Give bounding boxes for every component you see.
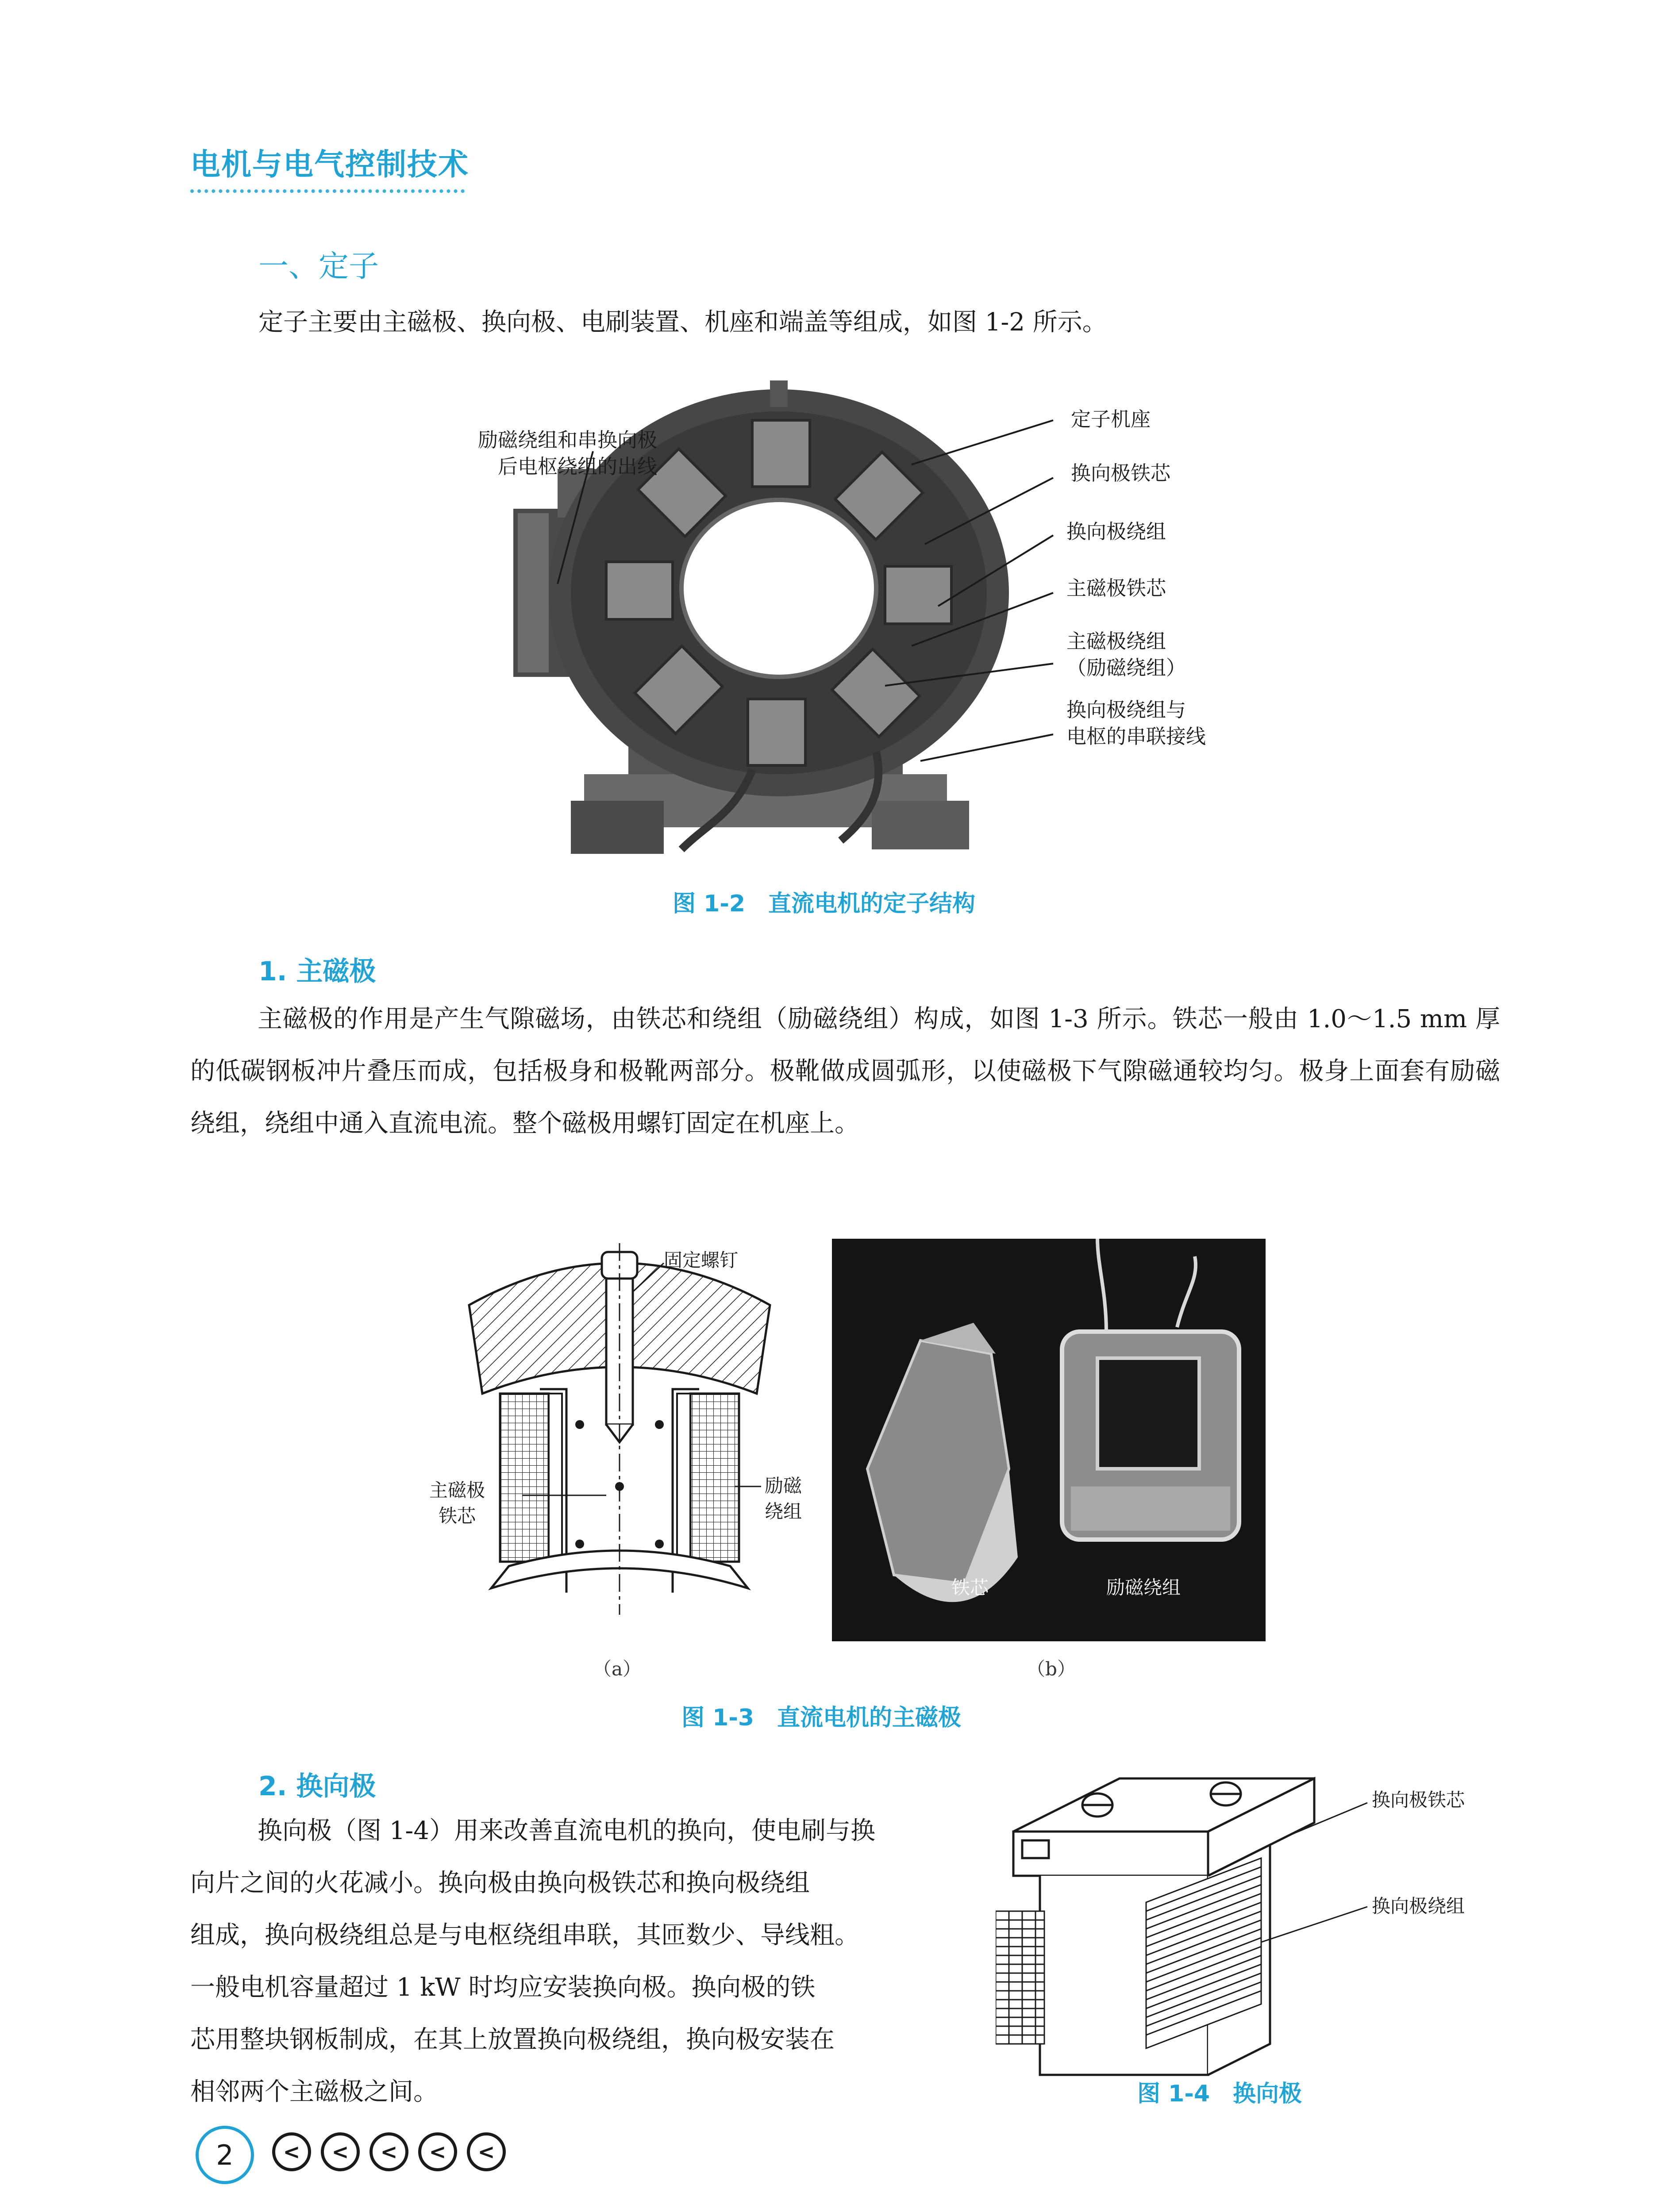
nav-arrow-icon: < (272, 2132, 311, 2171)
page-nav-arrows (272, 2132, 506, 2171)
main-pole-cross-section-drawing (451, 1239, 797, 1615)
subfigure-b-label: （b） (1027, 1658, 1076, 1680)
label-series-line2: 电枢的串联接线 (1066, 725, 1206, 748)
commutating-pole-paragraph (190, 1805, 996, 2118)
commutating-line-6: 相邻两个主磁极之间。 (190, 2078, 438, 2106)
label-main-pole-core-line2: 铁芯 (439, 1505, 476, 1527)
label-photo-field-winding: 励磁绕组 (1106, 1577, 1181, 1598)
label-field-winding (765, 1473, 802, 1525)
label-commutating-pole-winding: 换向极绕组 (1372, 1895, 1465, 1917)
section-heading: 一、定子 (258, 249, 379, 284)
running-header-title: 电机与电气控制技术 (190, 147, 470, 182)
label-commutating-core: 换向极铁芯 (1071, 461, 1171, 485)
label-field-winding-line2: 绕组 (765, 1501, 802, 1522)
commutating-pole-drawing (996, 1765, 1562, 2110)
label-main-pole-core (429, 1478, 485, 1529)
label-main-core: 主磁极铁芯 (1066, 576, 1166, 600)
label-frame: 定子机座 (1071, 407, 1151, 431)
label-series-line1: 换向极绕组与 (1066, 698, 1186, 722)
label-main-pole-core-line1: 主磁极 (429, 1479, 485, 1501)
commutating-line-5: 芯用整块钢板制成，在其上放置换向极绕组，换向极安装在 (190, 2025, 835, 2054)
label-leads-line1: 励磁绕组和串换向极 (478, 428, 658, 452)
nav-arrow-icon: < (369, 2132, 408, 2171)
label-main-winding-line1: 主磁极绕组 (1066, 630, 1166, 653)
nav-arrow-icon: < (321, 2132, 360, 2171)
intro-paragraph: 定子主要由主磁极、换向极、电刷装置、机座和端盖等组成，如图 1-2 所示。 (258, 308, 1107, 337)
label-field-winding-line1: 励磁 (765, 1475, 802, 1497)
nav-arrow-icon: < (467, 2132, 506, 2171)
commutating-line-2: 向片之间的火花减小。换向极由换向极铁芯和换向极绕组 (190, 1869, 810, 1897)
figure-1-2-caption: 图 1-2 直流电机的定子结构 (673, 891, 976, 917)
label-fixing-screw: 固定螺钉 (664, 1249, 739, 1271)
main-pole-photo (832, 1239, 1266, 1641)
nav-arrow-icon: < (418, 2132, 457, 2171)
label-main-winding-line2: （励磁绕组） (1066, 656, 1186, 680)
label-main-winding (1066, 628, 1186, 681)
label-leads-line2: 后电枢绕组的出线 (498, 455, 658, 478)
label-photo-core: 铁芯 (951, 1577, 989, 1598)
figure-1-4-caption: 图 1-4 换向极 (1137, 2081, 1302, 2107)
figure-1-3-caption: 图 1-3 直流电机的主磁极 (681, 1705, 962, 1731)
commutating-pole-heading: 2. 换向极 (258, 1771, 376, 1802)
label-commutating-pole-core: 换向极铁芯 (1372, 1789, 1465, 1811)
label-commutating-winding: 换向极绕组 (1066, 520, 1166, 543)
page-number: 2 (196, 2126, 254, 2184)
header-dotted-rule (190, 189, 465, 193)
label-series-connection (1066, 697, 1206, 750)
main-pole-heading: 1. 主磁极 (258, 956, 376, 987)
commutating-line-1: 换向极（图 1-4）用来改善直流电机的换向，使电刷与换 (258, 1816, 875, 1845)
subfigure-a-label: （a） (593, 1658, 642, 1680)
label-leads (478, 427, 657, 480)
commutating-line-4: 一般电机容量超过 1 kW 时均应安装换向极。换向极的铁 (190, 1973, 816, 2002)
main-pole-paragraph: 主磁极的作用是产生气隙磁场，由铁芯和绕组（励磁绕组）构成，如图 1-3 所示。铁芯一般由 1.0～1.5 mm 厚的低碳钢板冲片叠压而成，包括极身和极靴两部分。极靴做成圆弧形，以使磁极下气隙磁通较均匀。极身上面套有励磁绕组，绕组中通入直流电流。整个磁极用螺钉固定在机座上。 (190, 1005, 1500, 1138)
commutating-line-3: 组成，换向极绕组总是与电枢绕组串联，其匝数少、导线粗。 (190, 1921, 859, 1950)
